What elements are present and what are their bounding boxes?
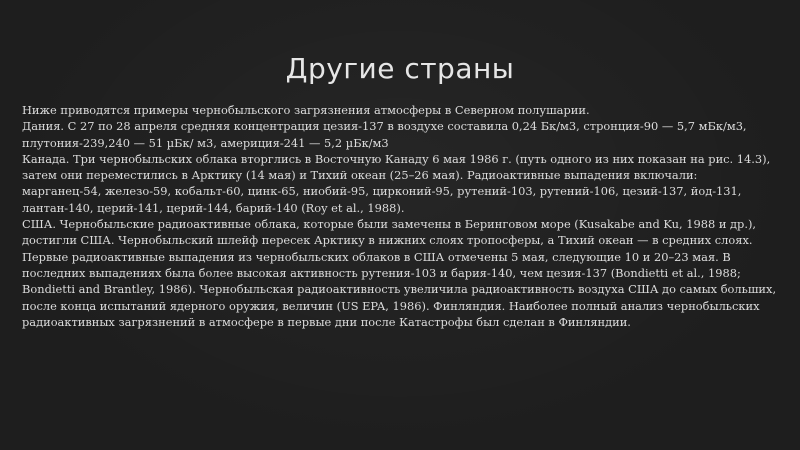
slide-title: Другие страны <box>285 52 515 85</box>
paragraph-intro: Ниже приводятся примеры чернобыльского загрязнения атмосферы в Северном полушарии. <box>22 103 590 117</box>
paragraph-usa-finland: США. Чернобыльские радиоактивные облака, которые были замечены в Беринговом море (Kusakabe and Ku, 1988 и др.), достигли США. Чернобыльский шлейф пересек Арктику в нижних слоях тропосферы, а Тихий океан — в средних слоях. Первые радиоактивные выпадения из чернобыльских облаков в США отмечены 5 мая, следующие 10 и 20–23 мая. В последних выпадениях была более высокая активность рутения-103 и бария-140, чем цезия-137 (Bondietti et al., 1988; Bondietti and Brantley, 1986). Чернобыльская радиоактивность увеличила радиоактивность воздуха США до самых больших, после конца испытаний ядерного оружия, величин (US EPA, 1986). Финляндия. Наиболее полный анализ чернобыльских радиоактивных загрязнений в атмосфере в первые дни после Катастрофы был сделан в Финляндии. <box>22 217 777 329</box>
paragraph-denmark: Дания. С 27 по 28 апреля средняя концентрация цезия-137 в воздухе составила 0,24 Бк/м3, стронция-90 — 5,7 мБк/м3, плутония-239,240 — 51 µБк/ м3, америция-241 — 5,2 µБк/м3 <box>22 119 747 150</box>
paragraph-canada: Канада. Три чернобыльских облака вторглись в Восточную Канаду 6 мая 1986 г. (путь одного из них показан на рис. 14.3), затем они переместились в Арктику (14 мая) и Тихий океан (25–26 мая). Радиоактивные выпадения включали: марганец-54, железо-59, кобальт-60, цинк-65, ниобий-95, цирконий-95, рутений-103, рутений-106, цезий-137, йод-131, лантан-140, церий-141, церий-144, барий-140 (Roy et al., 1988). <box>22 151 771 215</box>
slide-body <box>22 102 780 330</box>
